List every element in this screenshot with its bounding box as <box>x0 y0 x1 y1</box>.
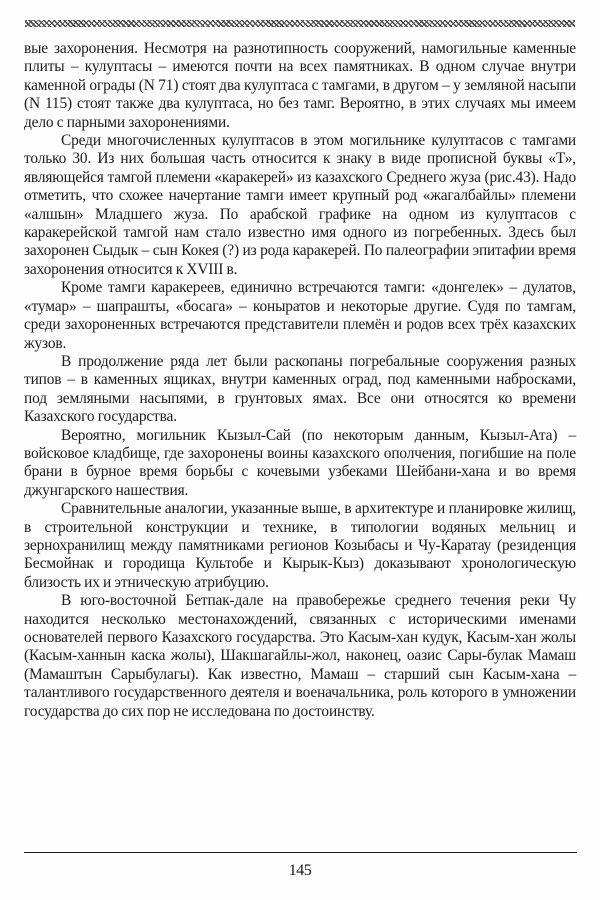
paragraph-2: Среди многочисленных кулуптасов в этом могильнике кулуптасов с тамгами только 30. Из них большая часть относится к знаку в виде прописной буквы «Т», являющейся тамгой племени «каракерей» из казахского Среднего жуза (рис.43). Надо отметить, что схожее начертание тамги имеет крупный род «жагалбайлы» племени «алшын» Младшего жуза. По арабской графике на одном из кулуптасов с каракерейской тамгой нам стало известно имя одного из погребенных. Здесь был захоронен Сыдык – сын Кокея (?) из рода каракерей. По палеографии эпитафии время захоронения относится к XVIII в. <box>24 132 576 278</box>
paragraph-6: Сравнительные аналогии, указанные выше, в архитектуре и планировке жилищ, в строительной конструкции и технике, в типологии водяных мельниц и зернохранилищ между памятниками регионов Козыбасы и Чу-Каратау (резиденция Бесмойнак и городища Культобе и Кырык-Кыз) доказывают хронологическую близость их и этническую атрибуцию. <box>24 500 576 591</box>
page-number: 145 <box>288 862 312 879</box>
paragraph-3: Кроме тамги каракереев, единично встречаются тамги: «донгелек» – дулатов, «тумар» – шапрашты, «босага» – коныратов и некоторые другие. Судя по тамгам, среди захороненных встречаются представители племён и родов всех трёх казахских жузов. <box>24 279 576 352</box>
body-text <box>24 40 576 721</box>
paragraph-5: Вероятно, могильник Кызыл-Сай (по некоторым данным, Кызыл-Ата) – войсковое кладбище, где захоронены воины казахского ополчения, погибшие на поле брани в бурное время борьбы с кочевыми узбеками Шейбани-хана и во время джунгарского нашествия. <box>24 426 576 499</box>
paragraph-4: В продолжение ряда лет были раскопаны погребальные сооружения разных типов – в каменных ящиках, внутри каменных оград, под каменными набросками, под земляными насыпями, в грунтовых ямах. Все они относятся ко времени Казахского государства. <box>24 352 576 426</box>
header-ornament-band <box>25 20 575 27</box>
paragraph-7: В юго-восточной Бетпак-дале на правобережье среднего течения реки Чу находится несколько местонахождений, связанных с историческими именами основателей первого Казахского государства. Это Касым-хан кудук, Касым-хан жолы (Касым-ханнын каска жолы), Шакшагайлы-жол, наконец, оазис Сары-булак Мамаш (Мамаштын Сарыбулагы). Как известно, Мамаш – старший сын Касым-хана – талантливого государственного деятеля и военачальника, роль которого в умножении государства до сих пор не исследована по достоинству. <box>24 592 576 720</box>
footer-divider <box>24 852 577 853</box>
paragraph-1: вые захоронения. Несмотря на разнотипность сооружений, намогильные каменные плиты – кулуптасы – имеются почти на всех памятниках. В одном случае внутри каменной ограды (N 71) стоят два кулуптаса с тамгами, в другом – у земляной насыпи (N 115) стоят также два кулуптаса, но без тамг. Вероятно, в этих случаях мы имеем дело с парными захоронениями. <box>24 40 576 131</box>
